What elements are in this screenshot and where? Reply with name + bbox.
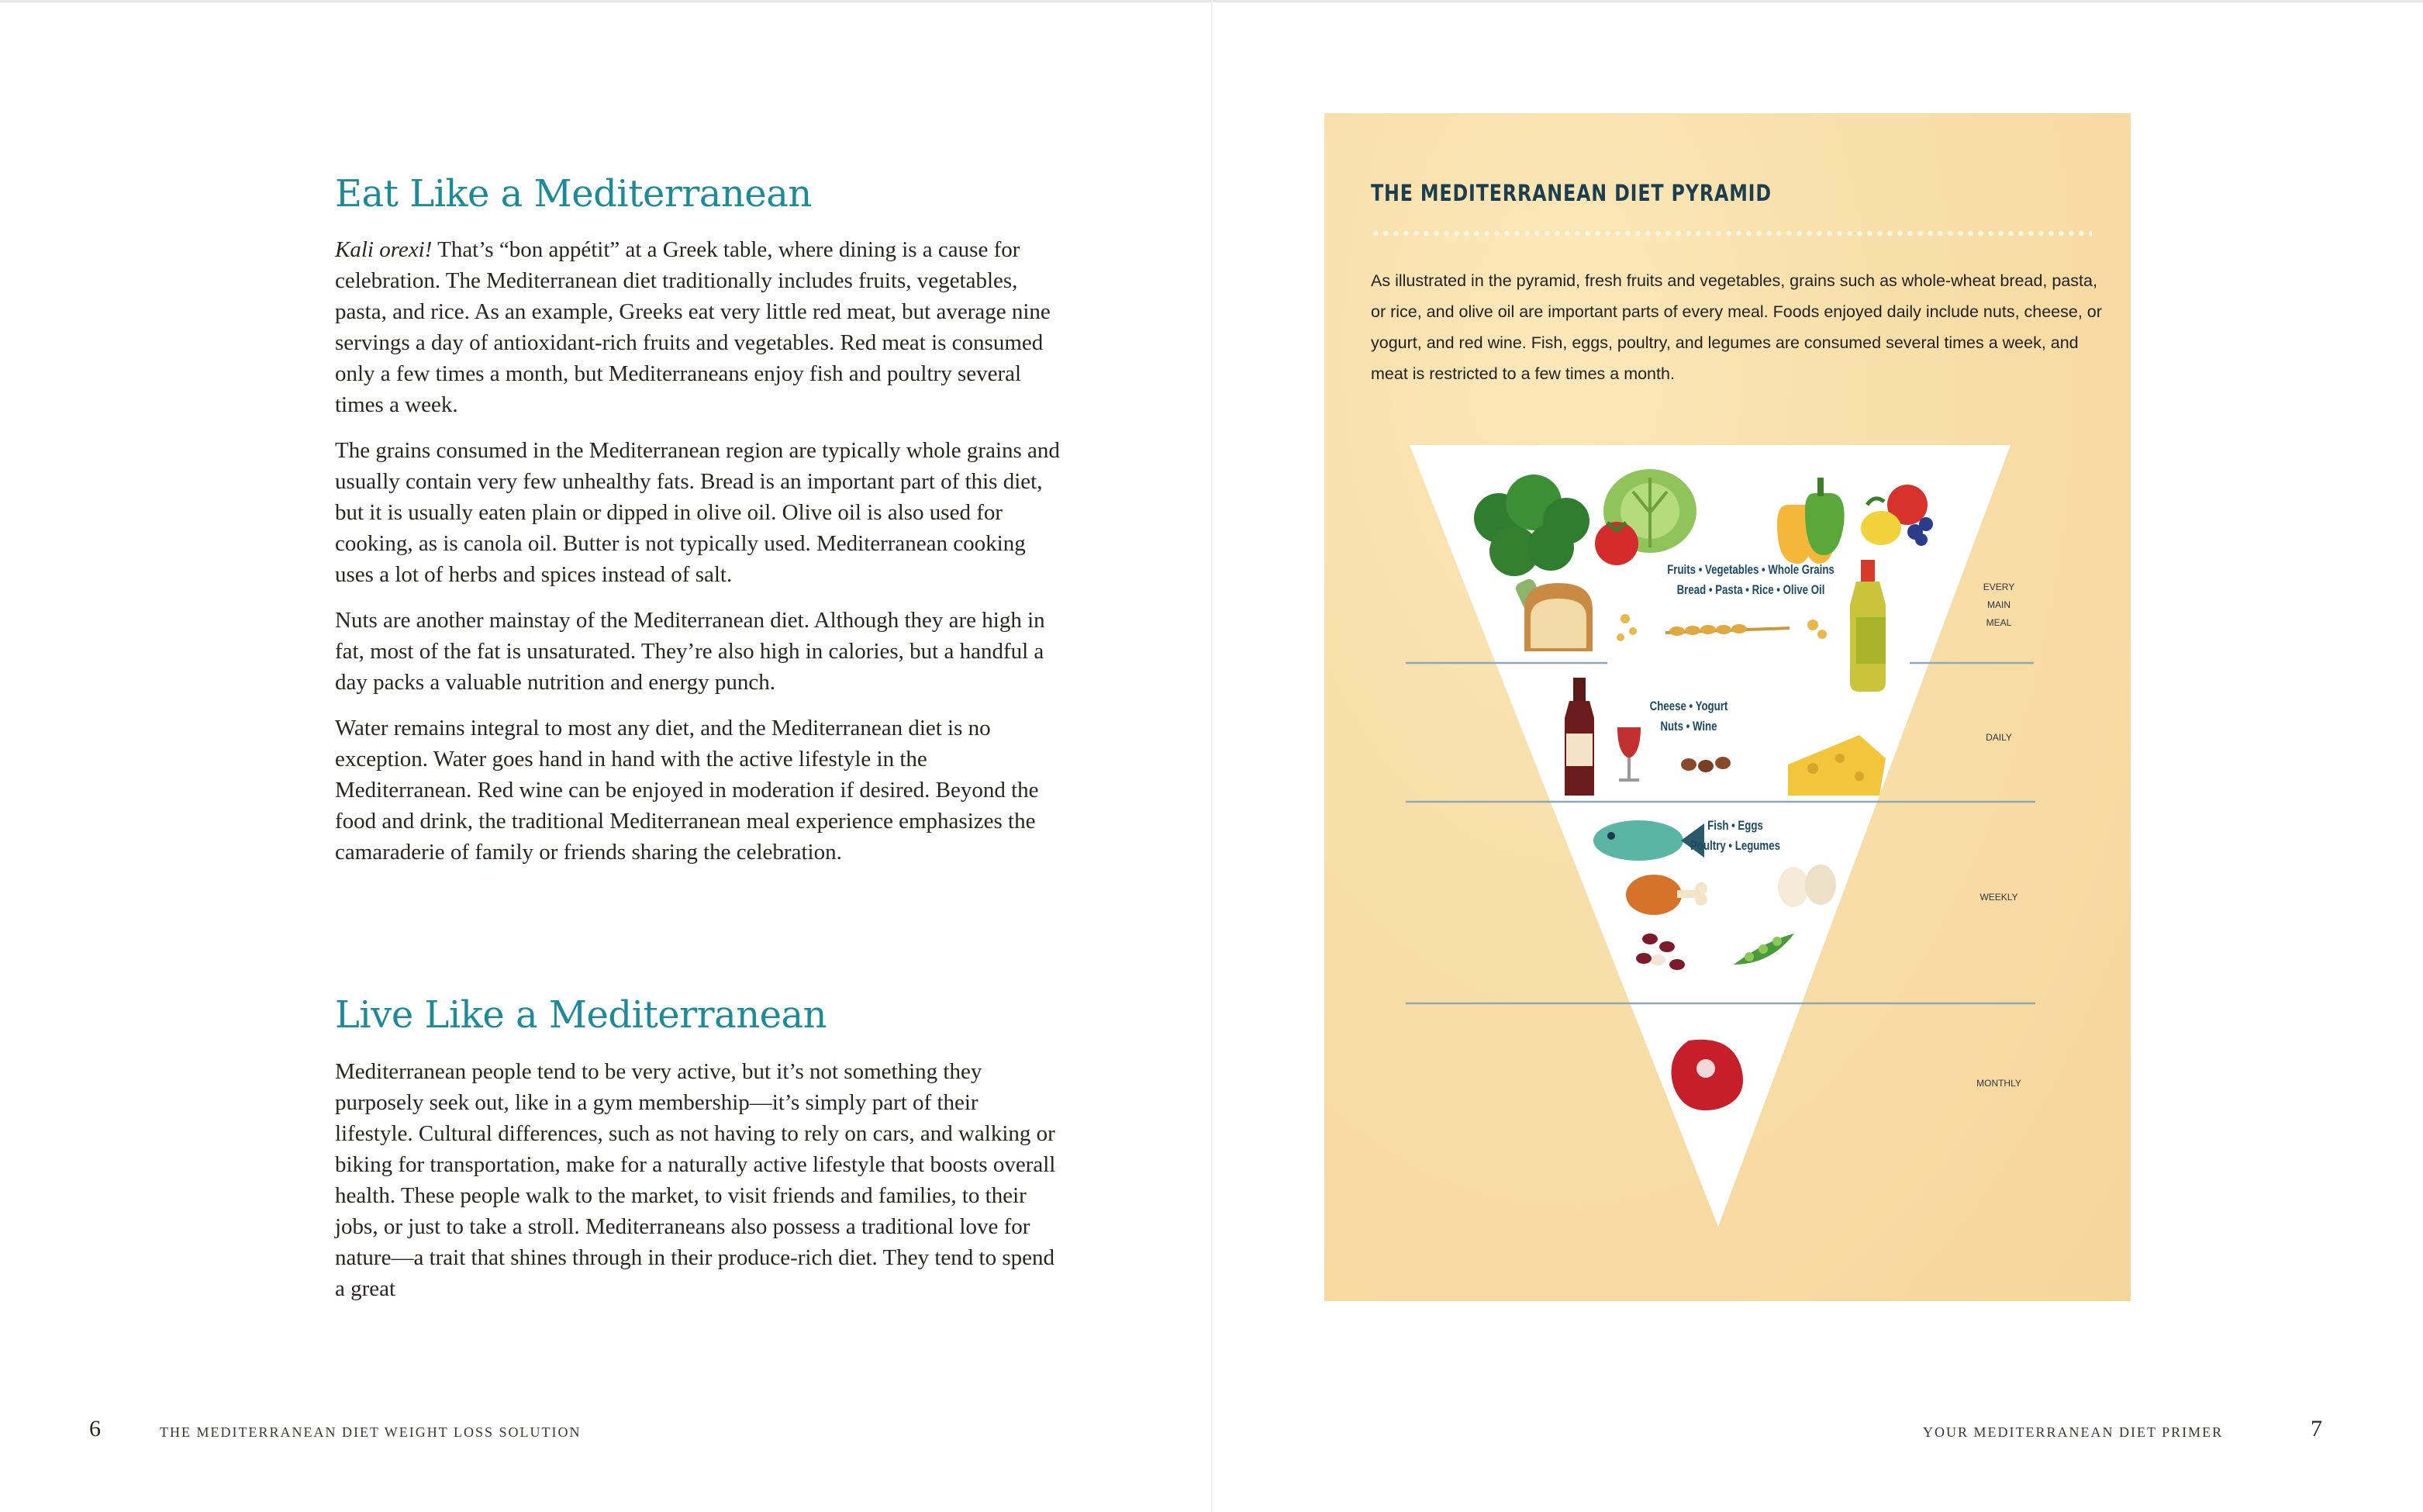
frequency-monthly: MONTHLY [1976,1078,2021,1089]
running-head-left: THE MEDITERRANEAN DIET WEIGHT LOSS SOLUTION [160,1424,582,1440]
infographic-description: As illustrated in the pyramid, fresh fruits and vegetables, grains such as whole-wheat bread, pasta, or rice, and olive oil are important parts of every meal. Foods enjoyed daily include nuts, cheese, or yogurt, and red wine. Fish, eggs, poultry, and legumes are consumed several times a week, and meat is restricted to a few times a month. [1371,271,2102,383]
infographic-title: THE MEDITERRANEAN DIET PYRAMID [1371,180,1772,206]
page-number-left: 6 [89,1416,101,1441]
running-head-right: YOUR MEDITERRANEAN DIET PRIMER [1923,1424,2224,1440]
frequency-weekly: WEEKLY [1979,892,2018,903]
tomato-icon [1595,522,1638,565]
paragraph: The grains consumed in the Mediterranean region are typically whole grains and usually contain very few unhealthy fats. Bread is an important part of this diet, but it is usually eaten plain or dipped in olive oil. Olive oil is also used for cooking, as is canola oil. Butter is not typically used. Mediterranean cooking uses a lot of herbs and spices instead of salt. [335,438,1060,587]
tier-label-daily: Cheese • Yogurt Nuts • Wine [1649,699,1728,734]
pyramid-infographic [1324,113,2131,1301]
heading-live-like: Live Like a Mediterranean [335,993,827,1037]
section-live-body [335,1056,1060,1319]
paragraph: Water remains integral to most any diet, and the Mediterranean diet is no exception. Water goes hand in hand with the active lifestyle in the Mediterranean. Red wine can be enjoyed in moderation if desired. Beyond the food and drink, the traditional Mediterranean meal experience emphasizes the camaraderie of family or friends sharing the celebration. [335,716,1039,865]
paragraph [335,234,1060,420]
bread-icon [1524,583,1593,651]
paragraph: Nuts are another mainstay of the Mediterranean diet. Although they are high in fat, most of the fat is unsaturated. They’re also high in calories, but a handful a day packs a valuable nutrition and energy punch. [335,608,1045,695]
tier-label-weekly: Fish • Eggs Poultry • Legumes [1690,818,1780,853]
page-gutter [1211,0,1213,1512]
frequency-every-main-meal: EVERY MAIN MEAL [1983,582,2015,628]
paragraph-text: That’s “bon appétit” at a Greek table, where dining is a cause for celebration. The Mediterranean diet traditionally includes fruits, vegetables, pasta, and rice. As an example, Greeks eat very little red meat, but average nine servings a day of antioxidant-rich fruits and vegetables. Red meat is consumed only a few times a month, but Mediterraneans enjoy fish and poultry several times a week. [335,237,1051,417]
frequency-daily: DAILY [1986,732,2012,743]
section-eat-body [335,234,1060,882]
heading-eat-like: Eat Like a Mediterranean [335,172,812,216]
page-number-right: 7 [2311,1416,2322,1441]
tier-label-every-meal: Fruits • Vegetables • Whole Grains Bread • Pasta • Rice • Olive Oil [1667,562,1835,597]
italic-phrase: Kali orexi! [335,237,433,262]
paragraph: Mediterranean people tend to be very active, but it’s not something they purposely seek out, like in a gym membership—it’s simply part of their lifestyle. Cultural differences, such as not having to rely on cars, and walking or biking for transportation, make for a naturally active lifestyle that boosts overall health. These people walk to the market, to visit friends and families, to their jobs, or just to take a stroll. Mediterraneans also possess a traditional love for nature—a trait that shines through in their produce-rich diet. They tend to spend a great [335,1059,1056,1301]
